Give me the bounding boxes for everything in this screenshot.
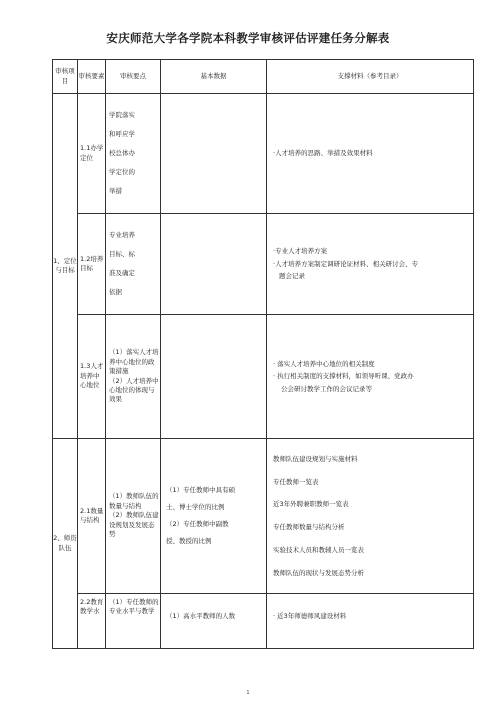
page-number: 1 bbox=[246, 690, 250, 696]
support-cell: ·专业人才培养方案 ·人才培养方案制定调研论证材料、相关研讨会、专 题会记录 bbox=[267, 214, 474, 315]
support-cell: · 近3年师德师风建设材料 bbox=[267, 594, 474, 649]
basic-data-cell: （1）专任教师中具有硕 士、博士学位的比例 （2）专任教师中副教 授、教授的比例 bbox=[161, 439, 267, 594]
points-cell: 学院落实 和呼应学 校总体办 学定位的 举措 bbox=[106, 94, 161, 214]
support-cell: · 落实人才培养中心地位的相关制度 · 执行相关制度的支撑材料，如领导听课、党政办 公会研讨教学工作的会议记录等 bbox=[267, 315, 474, 439]
element-cell: 1.2培养目标 bbox=[78, 214, 106, 315]
element-cell: 2.2教育教学水 bbox=[78, 594, 106, 649]
table-row bbox=[53, 214, 474, 315]
table-row bbox=[53, 594, 474, 649]
header-support: 支撑材料（参考目录） bbox=[267, 60, 474, 94]
points-cell: （1）落实人才培养中心地位的政策措施 （2）人才培养中心地位的体现与效果 bbox=[106, 315, 161, 439]
header-item: 审核项目 bbox=[53, 60, 78, 94]
document-title: 安庆师范大学各学院本科教学审核评估评建任务分解表 bbox=[106, 31, 390, 45]
header-element: 审核要素 bbox=[78, 60, 106, 94]
task-table bbox=[52, 59, 474, 649]
basic-data-cell: （1）高水平教师的人数 bbox=[161, 594, 267, 649]
element-cell: 1.3人才培养中心地位 bbox=[78, 315, 106, 439]
basic-data-cell bbox=[161, 94, 267, 214]
header-points: 审核要点 bbox=[106, 60, 161, 94]
project-cell: 2、师资队伍 bbox=[53, 439, 78, 649]
table-row bbox=[53, 315, 474, 439]
points-cell: （1）教师队伍的数量与结构 （2）教师队伍建设规划及发展态势 bbox=[106, 439, 161, 594]
project-cell: 1、定位与目标 bbox=[53, 94, 78, 439]
points-cell: 专业培养 目标、标 准及确定 依据 bbox=[106, 214, 161, 315]
basic-data-cell bbox=[161, 315, 267, 439]
table-row bbox=[53, 439, 474, 594]
element-cell: 1.1办学定位 bbox=[78, 94, 106, 214]
support-cell: 教师队伍建设规划与实施材料 专任教师一览表 近3年外聘兼职教师一览表 专任教师数量与结构分析 实验技术人员和教辅人员一览表 教师队伍的现状与发展态势分析 bbox=[267, 439, 474, 594]
table-row bbox=[53, 94, 474, 214]
header-row bbox=[53, 60, 474, 94]
support-cell: ·人才培养的思路、举措及效果材料 bbox=[267, 94, 474, 214]
basic-data-cell bbox=[161, 214, 267, 315]
element-cell: 2.1数量与结构 bbox=[78, 439, 106, 594]
header-basic: 基本数据 bbox=[161, 60, 267, 94]
points-cell: （1）专任教师的专业水平与教学 bbox=[106, 594, 161, 649]
